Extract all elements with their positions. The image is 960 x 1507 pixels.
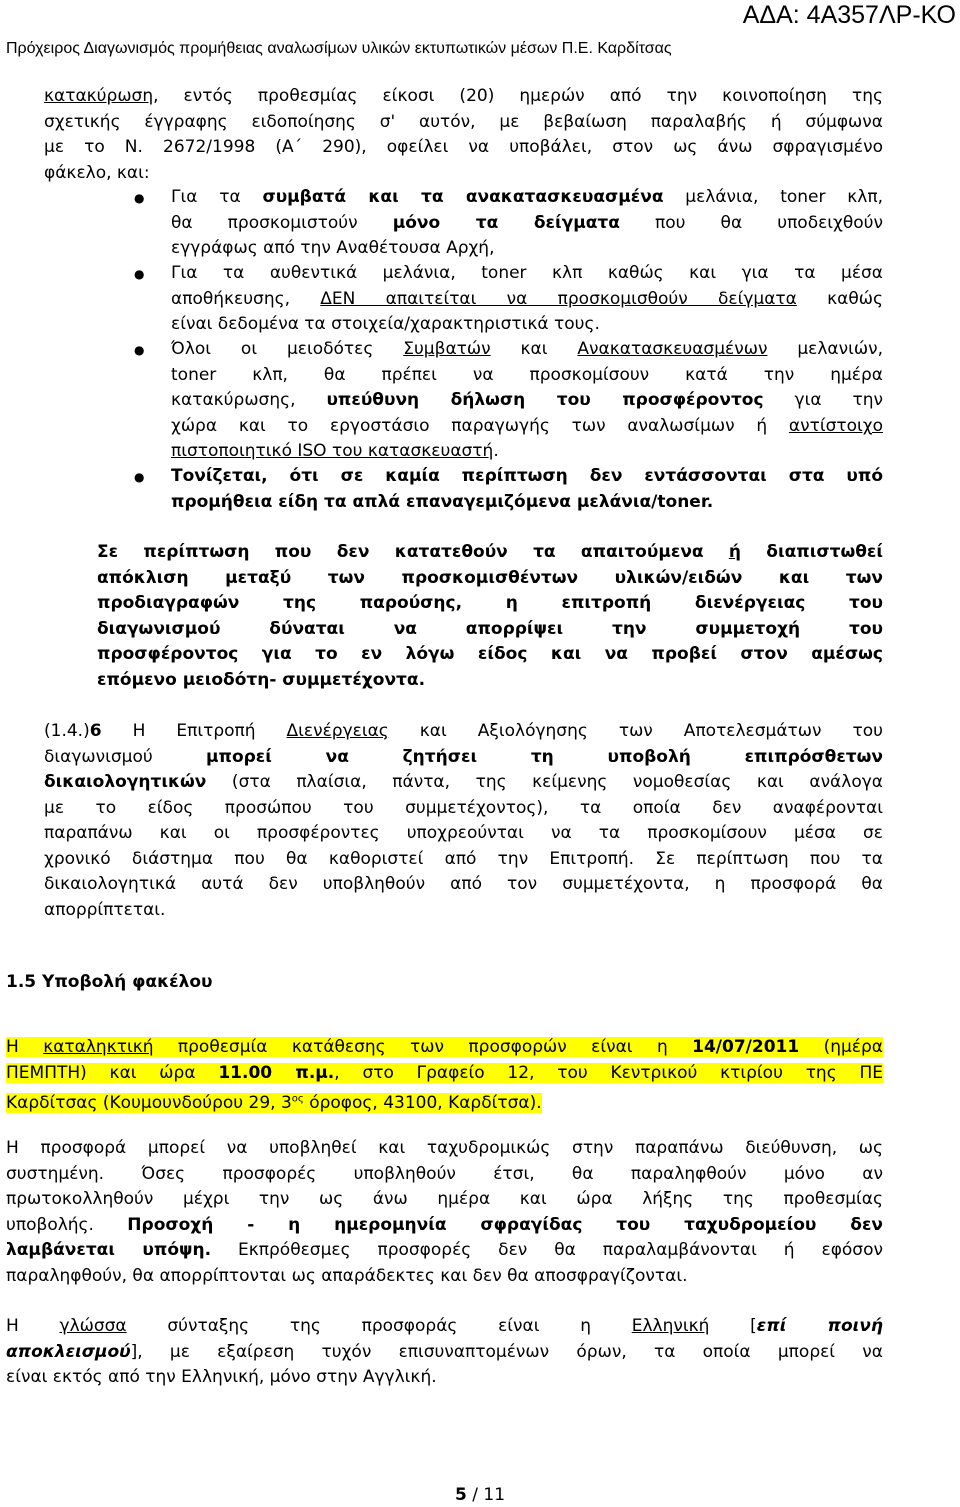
text: ], με εξαίρεση τυχόν επισυναπτομένων όρων, τα οποία μπορεί να [130,1341,883,1362]
text: Ανακατασκευασμένων [577,339,768,359]
text: συστημένη. Όσες προσφορές υποβληθούν έτσι, θα παραληφθούν μόνο αν [6,1163,883,1184]
text: 6 [89,721,102,741]
text: μελάνια, toner κλπ, [663,187,883,207]
bullet-icon: ● [134,470,145,484]
text: 5 Υποβολή φακέλου [24,972,213,992]
text: συμβατά και τα ανακατασκευασμένα [262,187,664,207]
text: διαπιστωθεί [741,542,883,562]
intro-line: φάκελο, και: [44,162,150,183]
text: για την [763,390,883,410]
deadline-date: 14/07/2011 [692,1037,800,1057]
language-paragraph [6,1314,883,1391]
text: καθώς [796,288,883,309]
text: και [490,339,578,359]
text: Διενέργειας [286,721,389,741]
text: Η προσφορά μπορεί να υποβληθεί και ταχυδρομικώς στην παραπάνω διεύθυνση, ως [6,1138,883,1158]
text: προμήθεια είδη τα απλά επαναγεμιζόμενα μελάνια/toner. [171,491,714,512]
text: (1.4.) [44,721,90,741]
text: εγγράφως από την Αναθέτουσα Αρχή, [171,238,495,258]
text: μόνο τα δείγματα [392,212,620,233]
text: και Αξιολόγησης των Αποτελεσμάτων του [388,721,883,741]
text: κατακύρωσης, [171,390,327,410]
text: χώρα και το εργοστάσιο παραγωγής των αναλωσίμων ή [171,415,789,436]
text: ΠΕΜΠΤΗ) και ώρα [6,1062,219,1083]
text: μπορεί να ζητήσει τη υποβολή επιπρόσθετων [205,746,884,767]
text: Τονίζεται, ότι σε καμία περίπτωση δεν εντάσσονται στα υπό [171,466,883,486]
text: σύνταξης της προσφοράς είναι η [126,1316,632,1336]
text: αποθήκευσης, [171,288,321,309]
section-heading-1-5 [6,970,213,996]
bullet-icon: ● [134,343,145,357]
text: [ [709,1316,757,1336]
text: (ημέρα [799,1037,883,1057]
text: διαγωνισμού δύναται να απορρίψει την συμμετοχή του [97,618,883,639]
text: είναι δεδομένα τα στοιχεία/χαρακτηριστικά τους. [171,314,600,334]
text: απόκλιση μεταξύ των προσκομισθέντων υλικών/ειδών και των [97,567,883,588]
text: θα προσκομιστούν [171,212,393,233]
current-page: 5 [454,1485,467,1505]
text: με το είδος προσώπου του συμμετέχοντος), τα οποία δεν αναφέρονται [44,797,883,818]
intro-line: με το Ν. 2672/1998 (Α΄ 290), οφείλει να υποβάλει, στον ως άνω σφραγισμένο [44,137,883,157]
text: που θα υποδειχθούν [619,212,883,233]
text: ος [291,1093,304,1104]
bullet-icon: ● [134,191,145,205]
text: όροφος, 43100, Καρδίτσα). [303,1092,542,1113]
text: Ελληνική [631,1316,710,1336]
text: 1. [6,972,25,992]
warning-paragraph [97,540,883,693]
text: μελανιών, [767,339,883,359]
text: προθεσμία κατάθεσης των προσφορών είναι η [153,1037,693,1057]
text: αποκλεισμού [6,1341,131,1362]
text: γλώσσα [59,1316,127,1336]
bullet-bidders [171,337,883,465]
text: προδιαγραφών της παρούσης, η επιτροπή διενέργειας του [97,593,883,613]
text: λαμβάνεται υπόψη. [6,1240,212,1260]
intro-award-word: κατακύρωση [44,86,154,106]
text: καταληκτική [43,1037,154,1057]
text: δικαιολογητικά αυτά δεν υποβληθούν από τον συμμετέχοντα, η προσφορά θα [44,874,883,894]
text: παραληφθούν, θα απορρίπτονται ως απαράδεκτες και δεν θα αποσφραγίζονται. [6,1265,688,1286]
text: Όλοι οι μειοδότες [171,339,404,359]
text: επόμενο μειοδότη- συμμετέχοντα. [97,669,426,690]
text: Η [6,1037,44,1057]
text: Η Επιτροπή [101,721,287,741]
text: προσφέροντος για το εν λόγω είδος και να προβεί στον αμέσως [97,644,883,664]
text: Καρδίτσας (Κουμουνδούρου 29, 3 [6,1092,292,1113]
text: επί ποινή [756,1316,883,1336]
page-number [0,1484,960,1506]
text: Εκπρόθεσμες προσφορές δεν θα παραλαμβάνονται ή εφόσον [211,1240,883,1260]
text: απορρίπτεται. [44,899,166,920]
text: Συμβατών [403,339,491,359]
intro-paragraph [44,84,883,186]
text: ή [728,542,741,562]
intro-text: , εντός προθεσμίας είκοσι (20) ημερών από την κοινοποίηση της [153,86,883,106]
text: διαγωνισμού [44,746,206,767]
text: υποβολής. [6,1214,128,1235]
text: toner κλπ, θα πρέπει να προσκομίσουν κατά την ημέρα [171,364,883,385]
bullet-original [171,261,883,338]
text: χρονικό διάστημα που θα καθοριστεί από την Επιτροπή. Σε περίπτωση που τα [44,848,883,869]
deadline-paragraph [6,1035,883,1116]
section-1-4-6 [44,719,883,923]
text: παραπάνω και οι προσφέροντες υποχρεούνται να τα προσκομίσουν μέσα σε [44,823,883,843]
deadline-time: 11.00 π.μ. [218,1062,335,1083]
text: . [493,441,499,461]
text: πρωτοκολληθούν μέχρι την ως άνω ημέρα και ώρα λήξης της προθεσμίας [6,1189,883,1209]
text: υπεύθυνη δήλωση του προσφέροντος [326,390,764,410]
text: Για τα αυθεντικά μελάνια, toner κλπ καθώς και για τα μέσα [171,263,883,283]
bullet-compatible [171,185,883,262]
text: / [466,1485,484,1505]
text: είναι εκτός από την Ελληνική, μόνο στην Αγγλική. [6,1367,437,1387]
text: αντίστοιχο [788,415,883,436]
text: ΔΕΝ απαιτείται να προσκομισθούν δείγματα [320,288,797,309]
text: , στο Γραφείο 12, του Κεντρικού κτιρίου της ΠΕ [334,1062,883,1083]
intro-line: σχετικής έγγραφης ειδοποίησης σ' αυτόν, με βεβαίωση παραλαβής ή σύμφωνα [44,111,883,132]
text: Προσοχή - η ημερομηνία σφραγίδας του ταχυδρομείου δεν [127,1214,883,1235]
running-header: Πρόχειρος Διαγωνισμός προμήθειας αναλωσίμων υλικών εκτυπωτικών μέσων Π.Ε. Καρδίτσας [6,40,672,57]
bullet-emphasis [171,464,883,515]
total-pages: 11 [483,1485,506,1505]
text: Η [6,1316,60,1336]
text: Σε περίπτωση που δεν κατατεθούν τα απαιτούμενα [97,542,729,562]
text: δικαιολογητικών [44,772,207,792]
mail-paragraph [6,1136,883,1289]
ada-code: ΑΔΑ: 4Α357ΛΡ-ΚΟ [742,1,956,29]
text: (στα πλαίσια, πάντα, της κείμενης νομοθεσίας και ανάλογα [206,772,883,792]
text: πιστοποιητικό ISO του κατασκευαστή [171,441,494,461]
text: Για τα [171,187,263,207]
bullet-icon: ● [134,267,145,281]
